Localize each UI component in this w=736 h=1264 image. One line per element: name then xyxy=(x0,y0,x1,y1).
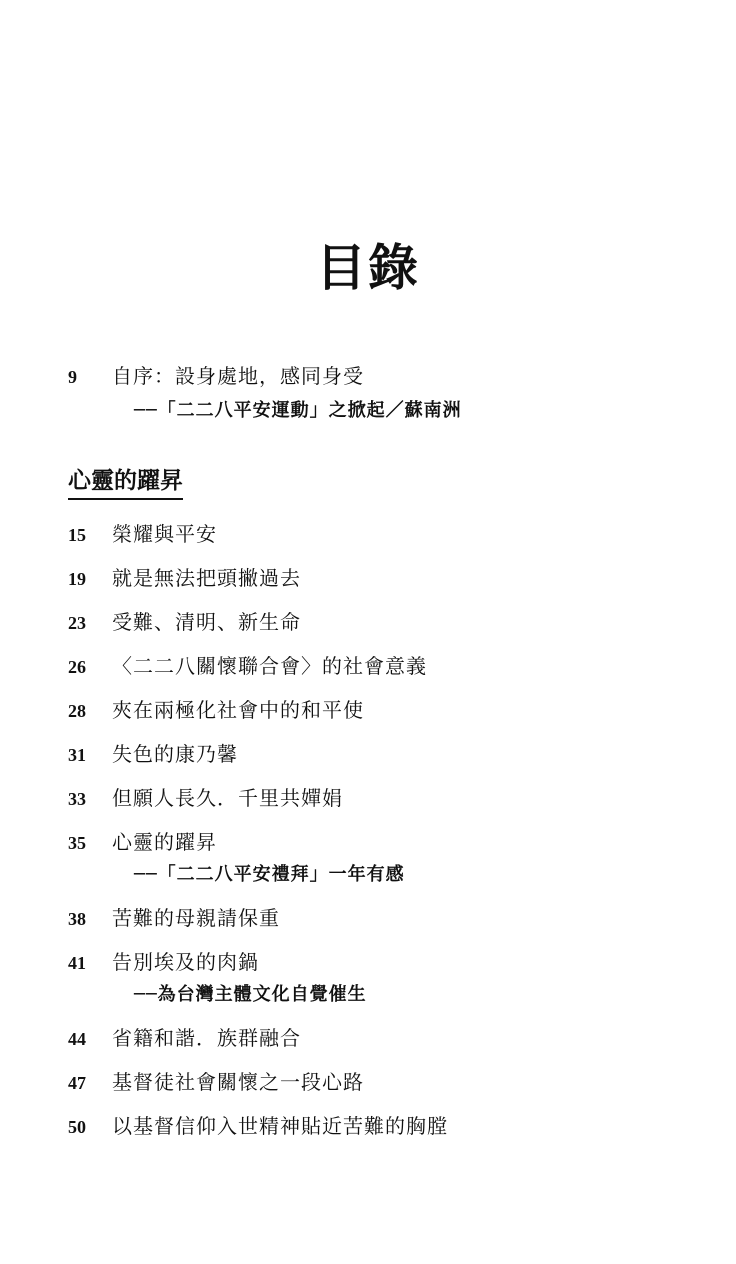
page-number: 44 xyxy=(68,1029,86,1049)
toc-entry xyxy=(68,606,688,636)
toc-entry xyxy=(68,694,688,724)
entry-title: 受難、清明、新生命 xyxy=(112,610,301,634)
page-number: 35 xyxy=(68,833,86,853)
toc-entry xyxy=(68,782,688,812)
toc-entry xyxy=(68,650,688,680)
toc-entry-line xyxy=(68,1066,688,1096)
toc-entry xyxy=(68,562,688,592)
entry-title: 心靈的躍昇 xyxy=(112,830,217,854)
entry-title: 失色的康乃馨 xyxy=(112,742,238,766)
toc-entry-line xyxy=(68,946,688,976)
entry-title: 但願人長久．千里共嬋娟 xyxy=(112,786,343,810)
entry-title: 基督徒社會關懷之一段心路 xyxy=(112,1070,364,1094)
page-number: 47 xyxy=(68,1073,86,1093)
page-number: 19 xyxy=(68,569,86,589)
toc-entry xyxy=(68,738,688,768)
entry-title: 〈二二八關懷聯合會〉的社會意義 xyxy=(112,654,427,678)
page-number: 50 xyxy=(68,1117,86,1137)
page-number: 33 xyxy=(68,789,86,809)
toc-list xyxy=(68,518,688,1154)
entry-title: 告別埃及的肉鍋 xyxy=(112,950,259,974)
toc-entry-line xyxy=(68,738,688,768)
toc-entry-line xyxy=(68,902,688,932)
toc-entry-line xyxy=(68,1110,688,1140)
entry-subtitle: ──「二二八平安運動」之掀起／蘇南洲 xyxy=(134,400,462,421)
entry-title: 省籍和諧．族群融合 xyxy=(112,1026,301,1050)
entry-title: 榮耀與平安 xyxy=(112,522,217,546)
section-heading: 心靈的躍昇 xyxy=(68,462,183,500)
entry-subtitle: ──「二二八平安禮拜」一年有感 xyxy=(134,864,405,885)
toc-entry-line xyxy=(68,694,688,724)
entry-subtitle: ──為台灣主體文化自覺催生 xyxy=(134,984,367,1005)
toc-entry xyxy=(68,518,688,548)
entry-title: 夾在兩極化社會中的和平使 xyxy=(112,698,364,722)
toc-entry xyxy=(68,946,688,1008)
toc-entry-line xyxy=(68,518,688,548)
page-number: 9 xyxy=(68,367,77,387)
toc-entry-line xyxy=(68,782,688,812)
toc-entry-line xyxy=(68,360,688,390)
toc-entry-line xyxy=(68,826,688,856)
toc-entry-line xyxy=(68,562,688,592)
entry-title: 以基督信仰入世精神貼近苦難的胸膛 xyxy=(112,1114,448,1138)
preface-entry xyxy=(68,360,688,424)
page-number: 31 xyxy=(68,745,86,765)
toc-entry-line xyxy=(68,1022,688,1052)
entry-title: 自序：設身處地，感同身受 xyxy=(112,364,364,388)
page-number: 23 xyxy=(68,613,86,633)
entry-title: 就是無法把頭撇過去 xyxy=(112,566,301,590)
page-title: 目錄 xyxy=(316,238,420,297)
toc-entry xyxy=(68,826,688,888)
page-number: 26 xyxy=(68,657,86,677)
toc-entry-line xyxy=(68,606,688,636)
toc-entry xyxy=(68,902,688,932)
toc-entry-line xyxy=(68,650,688,680)
toc-entry xyxy=(68,1110,688,1140)
toc-entry xyxy=(68,1066,688,1096)
page-number: 38 xyxy=(68,909,86,929)
entry-title: 苦難的母親請保重 xyxy=(112,906,280,930)
page-number: 41 xyxy=(68,953,86,973)
page-number: 28 xyxy=(68,701,86,721)
page-number: 15 xyxy=(68,525,86,545)
toc-entry xyxy=(68,1022,688,1052)
